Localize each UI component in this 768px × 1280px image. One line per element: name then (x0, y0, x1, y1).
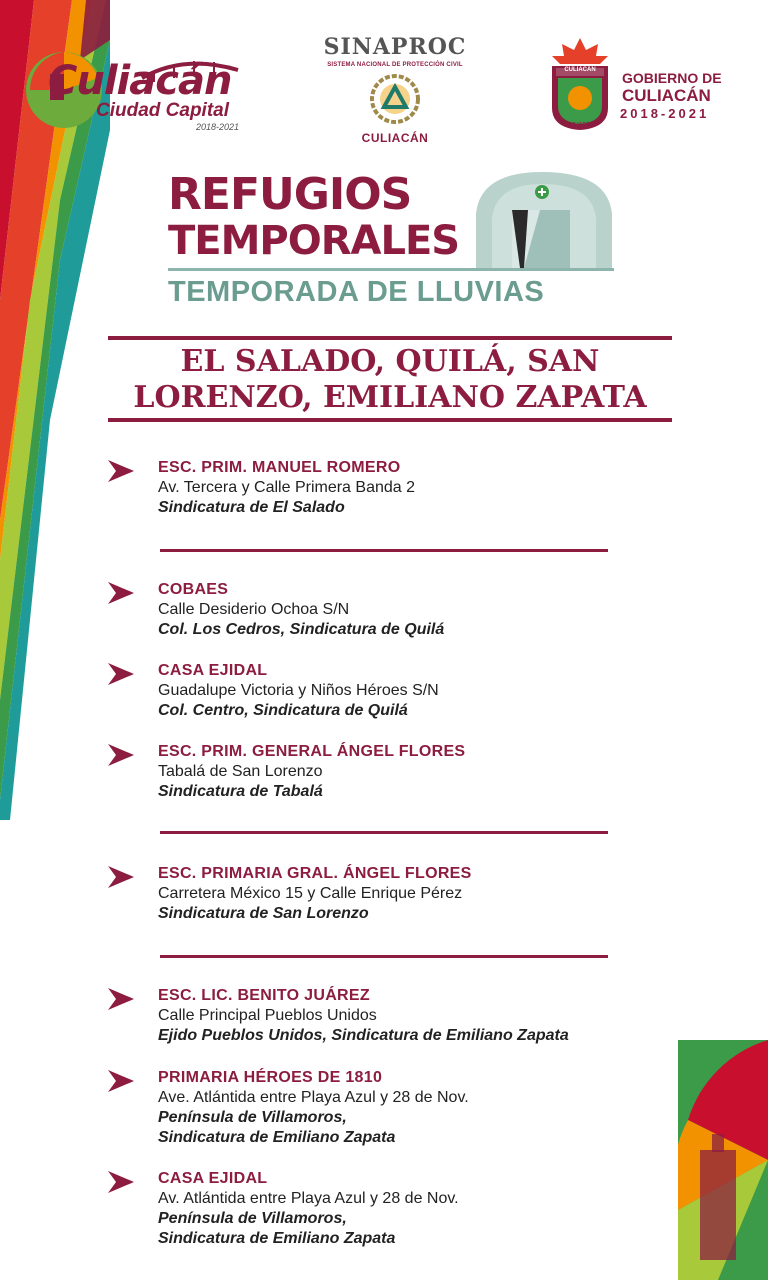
shelter-location: Península de Villamoros, (158, 1109, 347, 1126)
culiacan-shield-icon (548, 38, 612, 132)
title-rule (168, 268, 614, 271)
gobierno-title (622, 70, 722, 104)
shelter-location-line2: Sindicatura de Emiliano Zapata (158, 1129, 396, 1146)
shelter-location: Sindicatura de San Lorenzo (158, 905, 369, 922)
shelter-name: PRIMARIA HÉROES DE 1810 (158, 1069, 383, 1086)
sinaproc-subtitle: SISTEMA NACIONAL DE PROTECCIÓN CIVIL (327, 62, 463, 68)
section-separator (160, 831, 608, 834)
civil-protection-emblem-icon (370, 74, 420, 124)
culiacan-logo-tagline: Ciudad Capital (96, 100, 230, 121)
shelter-name: COBAES (158, 581, 229, 598)
chevron-right-icon (108, 1070, 134, 1092)
shelter-name: CASA EJIDAL (158, 1170, 268, 1187)
shelter-location: Col. Centro, Sindicatura de Quilá (158, 702, 408, 719)
shelter-address: Ave. Atlántida entre Playa Azul y 28 de Nov. (158, 1089, 469, 1106)
chevron-right-icon (108, 663, 134, 685)
shelter-address: Calle Desiderio Ochoa S/N (158, 601, 350, 618)
region-heading (108, 344, 672, 416)
sinaproc-city: CULIACÁN (361, 131, 429, 145)
region-line1: EL SALADO, QUILÁ, SAN (180, 344, 600, 379)
section-separator (160, 549, 608, 552)
sinaproc-title: SINAPROC (323, 34, 467, 60)
shelter-location: Península de Villamoros, (158, 1210, 347, 1227)
shelter-address: Av. Atlántida entre Playa Azul y 28 de Nov. (158, 1190, 459, 1207)
title-line2: TEMPORALES (168, 218, 460, 264)
shelter-location: Col. Los Cedros, Sindicatura de Quilá (158, 621, 445, 638)
shelter-name: ESC. PRIMARIA GRAL. ÁNGEL FLORES (158, 865, 472, 882)
region-line2: LORENZO, EMILIANO ZAPATA (133, 380, 647, 415)
shelter-name: CASA EJIDAL (158, 662, 268, 679)
shield-top-text: CULIACÁN (564, 67, 596, 73)
page-subtitle: TEMPORADA DE LLUVIAS (168, 276, 545, 308)
shelter-location-line2: Sindicatura de Emiliano Zapata (158, 1230, 396, 1247)
chevron-right-icon (108, 582, 134, 604)
culiacan-logo-years: 2018-2021 (196, 122, 240, 132)
culiacan-logo-word: Culiacán (48, 58, 232, 104)
shelter-location: Sindicatura de Tabalá (158, 783, 323, 800)
shelter-location: Ejido Pueblos Unidos, Sindicatura de Emiliano Zapata (158, 1027, 569, 1044)
gobierno-line2: CULIACÁN (622, 86, 711, 105)
chevron-right-icon (108, 744, 134, 766)
shelter-name: ESC. LIC. BENITO JUÁREZ (158, 987, 370, 1004)
shelter-location: Sindicatura de El Salado (158, 499, 345, 516)
shelter-name: ESC. PRIM. MANUEL ROMERO (158, 459, 401, 476)
shelter-address: Av. Tercera y Calle Primera Banda 2 (158, 479, 416, 496)
shelter-tent-icon (472, 168, 616, 272)
shield-bottom-text: CULIACÁN (566, 122, 594, 128)
page-title (168, 169, 460, 264)
shelter-address: Carretera México 15 y Calle Enrique Pérez (158, 885, 463, 902)
shelter-address: Calle Principal Pueblos Unidos (158, 1007, 377, 1024)
shelter-name: ESC. PRIM. GENERAL ÁNGEL FLORES (158, 743, 466, 760)
gobierno-years: 2018-2021 (620, 106, 710, 121)
gobierno-line1: GOBIERNO DE (622, 70, 722, 86)
region-rule-top (108, 336, 672, 340)
chevron-right-icon (108, 988, 134, 1010)
chevron-right-icon (108, 460, 134, 482)
section-separator (160, 955, 608, 958)
shelter-address: Guadalupe Victoria y Niños Héroes S/N (158, 682, 439, 699)
region-rule-bottom (108, 418, 672, 422)
shelter-address: Tabalá de San Lorenzo (158, 763, 323, 780)
chevron-right-icon (108, 866, 134, 888)
title-line1: REFUGIOS (168, 169, 412, 220)
sinaproc-logo (318, 34, 472, 145)
chevron-right-icon (108, 1171, 134, 1193)
